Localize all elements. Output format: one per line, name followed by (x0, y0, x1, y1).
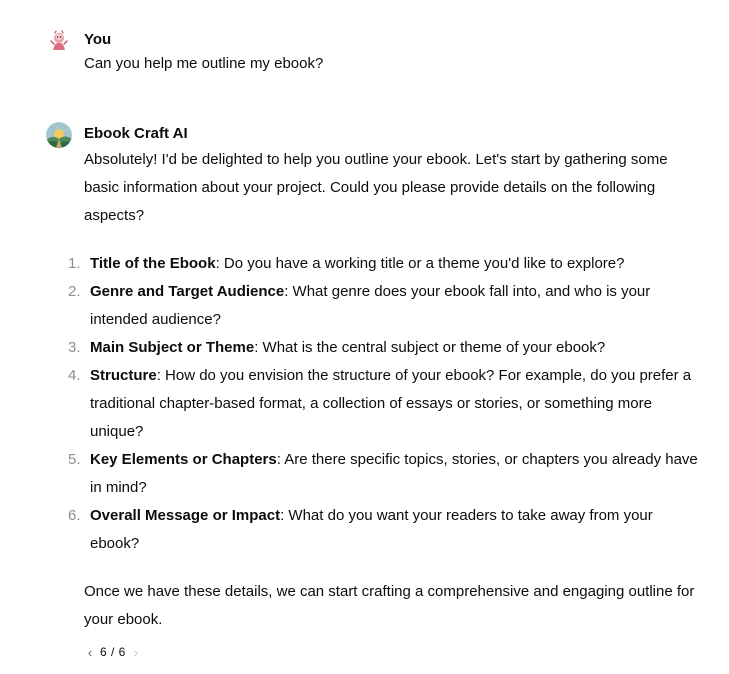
list-item-number: 5. (68, 451, 81, 468)
list-item-title: Overall Message or Impact (90, 507, 281, 524)
list-item-number: 2. (68, 283, 81, 300)
response-page-count: 6 / 6 (100, 645, 126, 659)
list-item-text: : What is the central subject or theme of your ebook? (254, 339, 606, 356)
list-item-title: Genre and Target Audience (90, 283, 285, 300)
list-item-text: : Do you have a working title or a theme you'd like to explore? (215, 255, 625, 272)
list-item-number: 6. (68, 507, 81, 524)
user-author-name: You (84, 31, 112, 48)
chevron-left-icon[interactable]: ‹ (87, 644, 93, 660)
outline-questions-list (68, 250, 704, 558)
user-message-text: Can you help me outline my ebook? (84, 55, 324, 72)
list-item-text: : How do you envision the structure of your ebook? For example, do you prefer a traditional chapter-based format, a collection of essays or stories, or something more unique? (90, 367, 692, 440)
chevron-right-icon[interactable]: › (133, 644, 139, 660)
list-item-title: Key Elements or Chapters (90, 451, 277, 468)
list-item (68, 334, 704, 362)
list-item-title: Structure (90, 367, 157, 384)
list-item-number: 3. (68, 339, 81, 356)
response-pager (84, 642, 704, 662)
pink-character-avatar-icon (46, 28, 72, 54)
landscape-sun-avatar-icon (46, 122, 72, 148)
list-item (68, 362, 704, 446)
list-item-number: 4. (68, 367, 81, 384)
list-item (68, 446, 704, 502)
list-item-text: : What genre does your ebook fall into, and who is your intended audience? (90, 283, 651, 328)
list-item (68, 278, 704, 334)
list-item-title: Main Subject or Theme (90, 339, 255, 356)
assistant-author-name: Ebook Craft AI (84, 125, 188, 142)
user-avatar (46, 28, 72, 54)
list-item-title: Title of the Ebook (90, 255, 216, 272)
list-item-text: : Are there specific topics, stories, or chapters you already have in mind? (90, 451, 698, 496)
list-item (68, 250, 704, 278)
list-item-number: 1. (68, 255, 81, 272)
assistant-intro-text: Absolutely! I'd be delighted to help you outline your ebook. Let's start by gathering some basic information about your project. Could you please provide details on the following aspects? (84, 151, 668, 224)
list-item-text: : What do you want your readers to take away from your ebook? (90, 507, 653, 552)
assistant-avatar (46, 122, 72, 148)
list-item (68, 502, 704, 558)
assistant-outro-text: Once we have these details, we can start crafting a comprehensive and engaging outline for your ebook. (84, 583, 695, 628)
